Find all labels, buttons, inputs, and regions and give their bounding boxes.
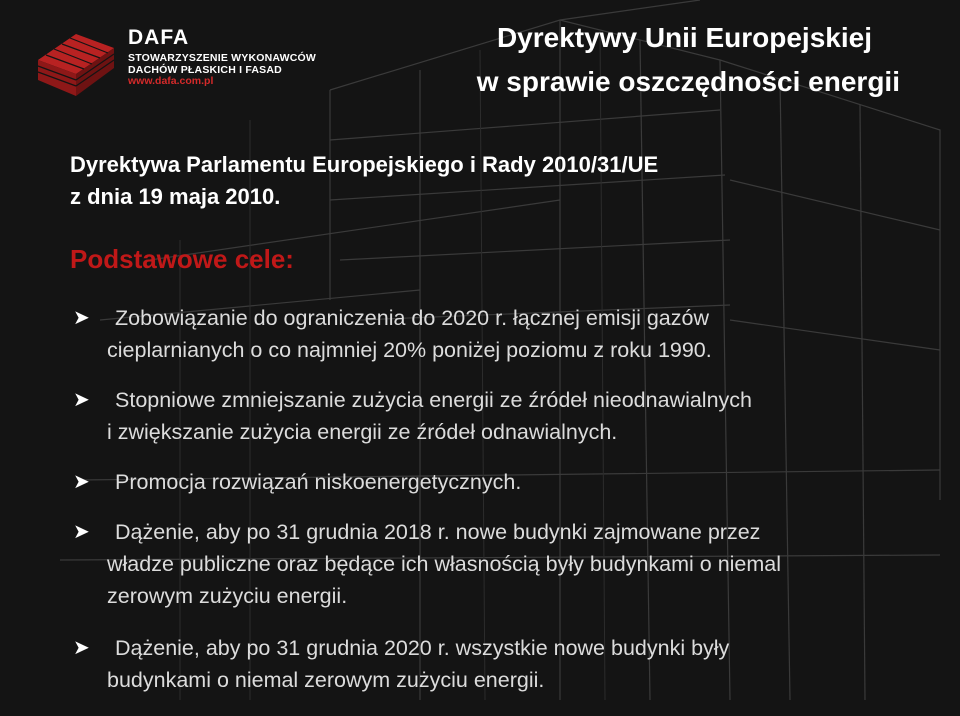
bullet-line: Stopniowe zmniejszanie zużycia energii ze źródeł nieodnawialnych <box>115 388 752 412</box>
bullet-line: Dążenie, aby po 31 grudnia 2020 r. wszystkie nowe budynki były <box>115 636 730 660</box>
arrowhead-icon: ➤ <box>73 637 90 659</box>
bullet-item <box>73 384 947 448</box>
directive-line-1: Dyrektywa Parlamentu Europejskiego i Rady 2010/31/UE <box>70 152 659 177</box>
arrowhead-icon: ➤ <box>73 521 90 543</box>
bullet-item <box>73 466 947 498</box>
section-title: Podstawowe cele: <box>70 244 294 274</box>
dafa-roof-logo-icon <box>30 24 122 96</box>
bullet-line: Zobowiązanie do ograniczenia do 2020 r. łącznej emisji gazów <box>115 306 709 330</box>
logo-brand: DAFA <box>128 26 190 49</box>
logo-line-2: DACHÓW PŁASKICH I FASAD <box>128 64 282 76</box>
bullet-line: i zwiększanie zużycia energii ze źródeł odnawialnych. <box>107 420 618 444</box>
arrowhead-icon: ➤ <box>73 307 90 329</box>
bullet-item <box>73 632 947 696</box>
directive-line-2: z dnia 19 maja 2010. <box>70 184 281 209</box>
logo-line-1: STOWARZYSZENIE WYKONAWCÓW <box>128 52 316 64</box>
bullet-item <box>73 302 947 366</box>
bullet-line: władze publiczne oraz będące ich własnością były budynkami o niemal <box>107 552 782 576</box>
page-title-line-2: w sprawie oszczędności energii <box>476 66 900 97</box>
bullet-line: zerowym zużyciu energii. <box>107 584 348 608</box>
bullet-line: Promocja rozwiązań niskoenergetycznych. <box>115 470 522 494</box>
bullet-line: budynkami o niemal zerowym zużyciu energii. <box>107 668 545 692</box>
bullet-line: cieplarnianych o co najmniej 20% poniżej poziomu z roku 1990. <box>107 338 712 362</box>
arrowhead-icon: ➤ <box>73 471 90 493</box>
dafa-logo <box>30 20 316 100</box>
arrowhead-icon: ➤ <box>73 389 90 411</box>
logo-url: www.dafa.com.pl <box>128 75 214 87</box>
bullet-item <box>73 516 947 612</box>
bullet-line: Dążenie, aby po 31 grudnia 2018 r. nowe budynki zajmowane przez <box>115 520 761 544</box>
page-title-line-1: Dyrektywy Unii Europejskiej <box>496 22 872 53</box>
